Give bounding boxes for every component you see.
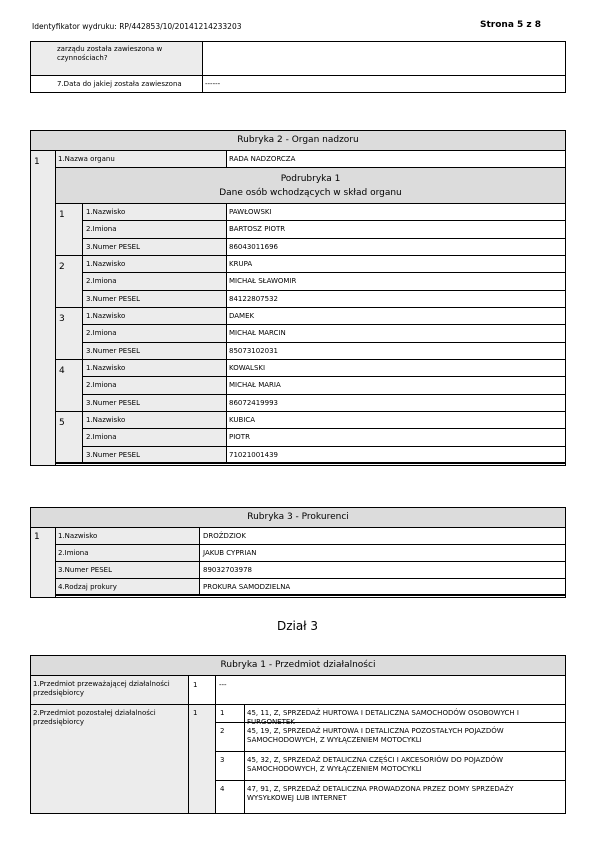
organ-name-label: 1.Nazwa organu <box>58 155 115 163</box>
member-names: MICHAŁ MARIA <box>229 381 281 390</box>
member-field-label: 3.Numer PESEL <box>86 346 140 355</box>
member-field-label: 2.Imiona <box>86 277 117 286</box>
main-activity-no: 1 <box>193 681 198 689</box>
member-no: 4 <box>59 366 65 376</box>
other-activity-no: 1 <box>193 709 198 717</box>
prokurent-field-label: 1.Nazwisko <box>58 532 98 540</box>
suspended-until-value: ------ <box>205 80 221 88</box>
activity-text: 47, 91, Z, SPRZEDAŻ DETALICZNA PROWADZONA PRZEZ DOMY SPRZEDAŻY WYSYŁKOWEJ LUB INTERNET <box>247 785 514 802</box>
section-title: Rubryka 3 - Prokurenci <box>247 512 349 522</box>
section-title: Rubryka 2 - Organ nadzoru <box>237 135 359 145</box>
member-field-label: 1.Nazwisko <box>86 416 126 424</box>
prokurent-field-value: DROŹDZIOK <box>203 532 246 540</box>
member-field-label: 3.Numer PESEL <box>86 294 140 303</box>
member-field-label: 2.Imiona <box>86 381 117 390</box>
suspended-until-label: 7.Data do jakiej została zawieszona <box>57 80 182 88</box>
dzial-heading: Dział 3 <box>276 619 319 633</box>
section-index: 1 <box>34 532 40 542</box>
member-surname: DAMEK <box>229 312 255 320</box>
member-names: PIOTR <box>229 433 250 442</box>
subsection-title: Podrubryka 1 <box>280 174 341 184</box>
activity-no: 2 <box>220 727 225 735</box>
activity-text: 45, 32, Z, SPRZEDAŻ DETALICZNA CZĘŚCI I AKCESORIÓW DO POJAZDÓW SAMOCHODOWYCH, Z WYŁĄCZENIEM MOTOCYKLI <box>247 756 504 773</box>
activity-no: 3 <box>220 756 225 764</box>
activity-text: 45, 11, Z, SPRZEDAŻ HURTOWA I DETALICZNA SAMOCHODÓW OSOBOWYCH I FURGONETEK <box>247 709 519 726</box>
member-field-label: 2.Imiona <box>86 225 117 234</box>
page-number: Strona 5 z 8 <box>480 20 542 30</box>
section-title: Rubryka 1 - Przedmiot działalności <box>220 660 376 670</box>
prokurent-field-label: 2.Imiona <box>58 549 89 557</box>
activity-text: 45, 19, Z, SPRZEDAŻ HURTOWA I DETALICZNA POZOSTAŁYCH POJAZDÓW SAMOCHODOWYCH, Z WYŁĄCZENIEM MOTOCYKLI <box>247 727 504 744</box>
main-activity-value: --- <box>219 681 227 689</box>
activity-no: 1 <box>220 709 225 717</box>
member-no: 1 <box>59 210 65 220</box>
member-field-label: 3.Numer PESEL <box>86 242 140 251</box>
section-index: 1 <box>34 157 40 167</box>
member-names: BARTOSZ PIOTR <box>229 225 286 234</box>
prokurent-field-label: 4.Rodzaj prokury <box>58 583 117 591</box>
member-pesel: 86072419993 <box>229 398 278 407</box>
print-identifier: Identyfikator wydruku: RP/442853/10/20141214233203 <box>32 22 242 31</box>
member-field-label: 3.Numer PESEL <box>86 398 140 407</box>
member-field-label: 1.Nazwisko <box>86 208 126 216</box>
member-pesel: 86043011696 <box>229 242 278 251</box>
member-surname: KUBICA <box>229 416 256 424</box>
member-field-label: 3.Numer PESEL <box>86 450 140 459</box>
member-no: 5 <box>59 418 65 428</box>
member-field-label: 1.Nazwisko <box>86 364 126 372</box>
member-surname: KRUPA <box>229 260 253 268</box>
suspended-question-label: zarządu została zawieszona w czynnościach? <box>57 45 163 62</box>
member-names: MICHAŁ SŁAWOMIR <box>229 277 297 286</box>
prokurent-field-value: 89032703978 <box>203 566 252 574</box>
main-activity-label: 1.Przedmiot przeważającej działalności przedsiębiorcy <box>33 680 170 697</box>
prokurent-field-label: 3.Numer PESEL <box>58 566 112 574</box>
member-pesel: 84122807532 <box>229 294 278 303</box>
member-no: 2 <box>59 262 65 272</box>
member-field-label: 2.Imiona <box>86 329 117 338</box>
member-field-label: 2.Imiona <box>86 433 117 442</box>
member-field-label: 1.Nazwisko <box>86 312 126 320</box>
other-activity-label: 2.Przedmiot pozostałej działalności przedsiębiorcy <box>33 709 156 726</box>
subsection-subtitle: Dane osób wchodzących w skład organu <box>219 188 402 198</box>
member-no: 3 <box>59 314 65 324</box>
member-surname: PAWŁOWSKI <box>229 208 272 216</box>
prokurent-field-value: PROKURA SAMODZIELNA <box>203 583 291 591</box>
member-pesel: 85073102031 <box>229 346 278 355</box>
member-surname: KOWALSKI <box>229 364 266 372</box>
organ-name-value: RADA NADZORCZA <box>229 155 296 163</box>
prokurent-field-value: JAKUB CYPRIAN <box>203 549 257 557</box>
activity-no: 4 <box>220 785 225 793</box>
member-names: MICHAŁ MARCIN <box>229 329 286 338</box>
member-pesel: 71021001439 <box>229 450 278 459</box>
member-field-label: 1.Nazwisko <box>86 260 126 268</box>
